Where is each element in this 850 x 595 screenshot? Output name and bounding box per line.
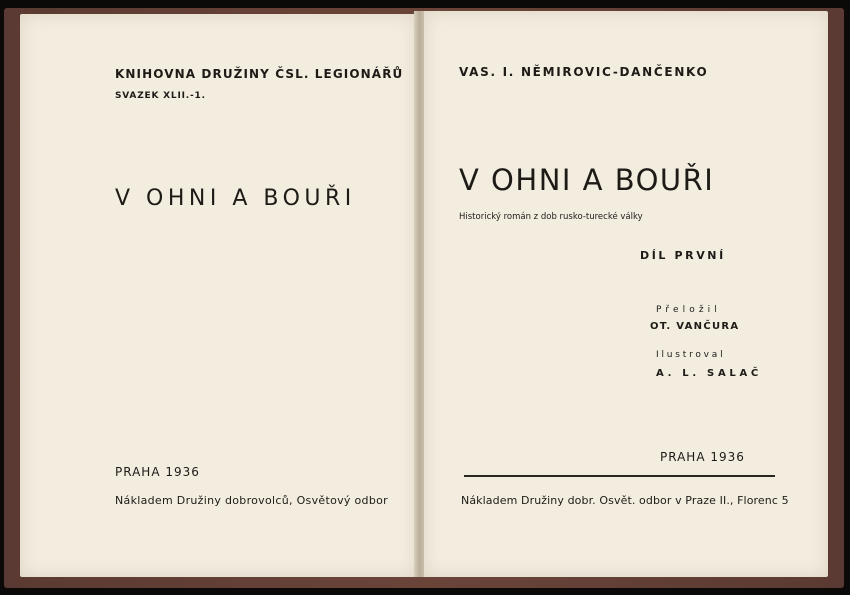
right-publisher: Nákladem Družiny dobr. Osvět. odbor v Praze II., Florenc 5 [461, 494, 789, 507]
right-place-year: PRAHA 1936 [660, 450, 745, 464]
book-subtitle: Historický román z dob rusko-turecké války [459, 212, 643, 222]
divider-rule [464, 475, 775, 477]
part-label: DÍL PRVNÍ [640, 249, 726, 262]
left-place-year: PRAHA 1936 [115, 465, 200, 479]
left-publisher: Nákladem Družiny dobrovolců, Osvětový odbor [115, 494, 388, 507]
half-title: V OHNI A BOUŘI [115, 186, 356, 211]
illustrated-by-label: Ilustroval [656, 350, 726, 360]
left-page [20, 14, 416, 577]
illustrator-name: A. L. SALAČ [656, 368, 762, 379]
author-name: VAS. I. NĚMIROVIC-DANČENKO [459, 65, 709, 79]
right-page [424, 11, 828, 577]
volume-number: SVAZEK XLII.-1. [115, 91, 206, 101]
series-title: KNIHOVNA DRUŽINY ČSL. LEGIONÁŘŮ [115, 67, 404, 81]
translator-name: OT. VANČURA [650, 321, 740, 332]
book-title: V OHNI A BOUŘI [459, 163, 715, 197]
translated-by-label: Přeložil [656, 305, 721, 315]
